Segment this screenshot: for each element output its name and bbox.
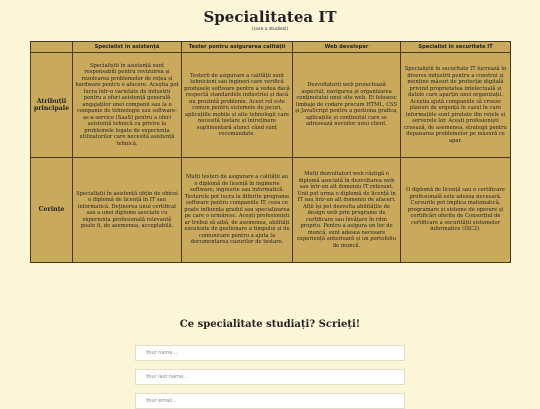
header-cell-qa-tester: Tester pentru asigurarea calității <box>182 42 293 53</box>
form-title: Ce specialitate studiați? Scrieți! <box>179 319 361 330</box>
table-cell: Dezvoltatorii web proiectează aspectul, navigarea și organizarea conținutului unui site web. Ei folosesc limbaje de codare precum HTML, CSS și JavaScript pentru a gestiona grafica, aplicațiile și conținutul care se adresează nevoilor unui client. <box>293 53 401 158</box>
row-label-duties: Atribuții principale <box>31 53 73 158</box>
name-input[interactable] <box>135 345 405 361</box>
header-cell-web-developer: Web developer <box>293 42 401 53</box>
header-cell-security: Specialist în securitate IT <box>401 42 511 53</box>
table-row <box>31 53 511 158</box>
last-name-input[interactable] <box>135 369 405 385</box>
table-cell: Specialiștii în securitate IT lucrează în diverse industrii pentru a construi și menține măsuri de protecție digitală privind proprietatea intelectuală și datele care aparțin unei organizații. Aceștia ajută companiile să creeze planuri de urgență în cazul în care informațiile sunt piratate din rețele și serverele lor. Acești profesioniști creează, de asemenea, strategii pentru depanarea problemelor pe măsură ce apar. <box>401 53 511 158</box>
specialties-table <box>30 41 511 263</box>
table-cell: Mulți dezvoltatori web câștigă o diplomă asociată în dezvoltarea web sau într-un alt domeniu IT relevant. Unii pot urma o diplomă de licență în IT sau într-un alt domeniu de afaceri. Alții își pot dezvolta abilitățile de design web prin programe de certificare sau învățare în ritm propriu. Pentru a asigura un loc de muncă, sunt adesea necesare experiență anterioară și un portofoliu de muncă. <box>293 158 401 263</box>
page-subtitle: (care o studiezi) <box>251 27 289 32</box>
header-cell-support: Specialist în asistență <box>73 42 182 53</box>
page-title: Specialitatea IT <box>203 8 337 26</box>
table-cell: Specialiștii în asistență sunt responsabili pentru revizuirea și rezolvarea problemelor de rețea și hardware pentru o afacere. Aceștia pot lucra într-o varietate de industrii pentru a oferi asistență generală angajaților unei companii sau la o companie de tehnologie sau software-as-a-service (SaaS) pentru a oferi asistență tehnică cu privire la problemele legate de experiența utilizatorilor care necesită asistență tehnică. <box>73 53 182 158</box>
table-cell: O diplomă de licență sau o certificare profesională este adesea necesară. Cursurile pot implica matematică, programare și sisteme de operare și certificări oferite de Consorțiul de certificare a securității sistemelor informatice (ISC2). <box>401 158 511 263</box>
row-label-requirements: Cerințe <box>31 158 73 263</box>
table-cell: Mulți testeri de asigurare a calității au o diplomă de licență în inginerie software, inginerie sau informatică. Testerele pot lucra la diferite programe software pentru companiile IT, ceea ce poate influența gradul sau specializarea pe care o urmăresc. Acești profesioniști ar trebui să aibă, de asemenea, abilități excelente de gestionare a timpului și de comunicare pentru a ajuta la documentarea cazurilor de testare. <box>182 158 293 263</box>
table-header-row <box>31 42 511 53</box>
table-cell: Testerii de asigurare a calității sunt tehnicieni sau ingineri care verifică produsele software pentru a vedea dacă respectă standardele industriei și dacă nu prezintă probleme. Acest rol este comun pentru sistemele de jocuri, aplicațiile mobile și alte tehnologii care necesită testare și întreținere suplimentară atunci când sunt recomandate. <box>182 53 293 158</box>
table-cell: Specialiștii în asistență obțin de obicei o diplomă de licență în IT sau informatică. Deținerea unui certificat sau a unei diplome asociate cu experiența profesională relevantă poate fi, de asemenea, acceptabilă. <box>73 158 182 263</box>
header-cell-empty <box>31 42 73 53</box>
table-row <box>31 158 511 263</box>
email-input[interactable] <box>135 393 405 409</box>
